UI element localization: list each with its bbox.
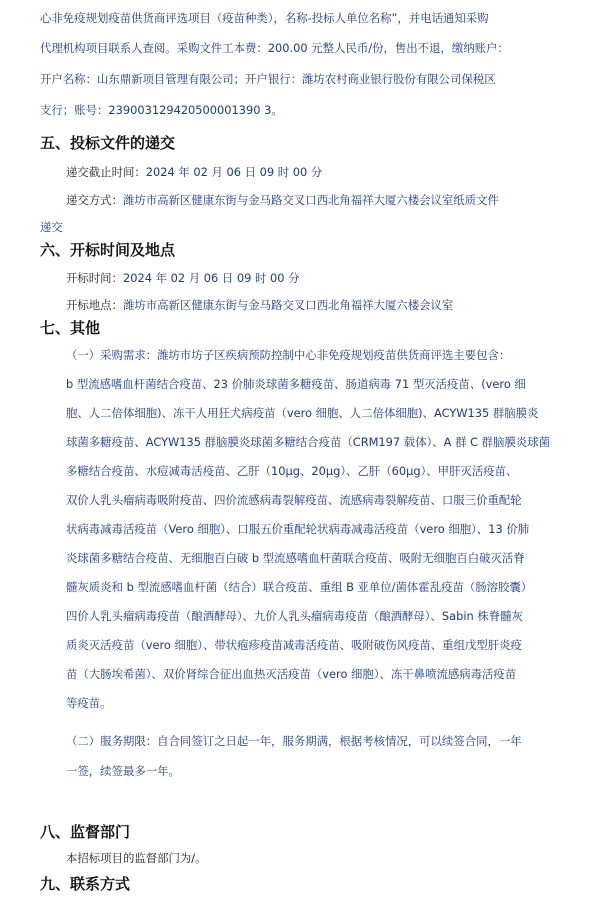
sec7-para1-line: （一）采购需求：潍坊市坊子区疾病预防控制中心非免疫规划疫苗供货商评选主要包含：	[66, 348, 511, 362]
sec5-method-cont: 递交	[40, 220, 63, 234]
sec7-para1-line: 髓灰质炎和 b 型流感嗜血杆菌（结合）联合疫苗、重组 B 亚单位/菌体霍乱疫苗（肠溶胶囊）	[66, 580, 533, 594]
sec7-para1-line: 多糖结合疫苗、水痘减毒活疫苗、乙肝（10μg、20μg）、乙肝（60μg）、甲肝灭活疫苗、	[66, 464, 518, 478]
sec5-method	[66, 192, 499, 208]
sec5-deadline	[66, 164, 322, 180]
sec6-time-label: 开标时间：	[66, 271, 123, 285]
sec7-para1-line: 四价人乳头瘤病毒疫苗（酿酒酵母）、九价人乳头瘤病毒疫苗（酿酒酵母）、Sabin 株脊髓灰	[66, 609, 523, 623]
sec7-para1-line: 球菌多糖疫苗、ACYW135 群脑膜炎球菌多糖结合疫苗（CRM197 载体）、A 群 C 群脑膜炎球菌	[66, 435, 551, 449]
sec4-line-3: 开户名称：山东鼎新项目管理有限公司；开户银行：潍坊农村商业银行股份有限公司保税区	[40, 72, 496, 86]
sec5-deadline-label: 递交截止时间：	[66, 165, 146, 179]
sec6-place-label: 开标地点：	[66, 298, 123, 312]
sec7-para1-line: 质炎灭活疫苗（vero 细胞）、带状疱疹疫苗减毒活疫苗、吸附破伤风疫苗、重组戊型肝炎疫	[66, 638, 522, 652]
sec4-line-2: 代理机构项目联系人查阅。采购文件工本费：200.00 元整人民币/份，售出不退，缴纳账户：	[40, 41, 509, 55]
sec7-title: 七、其他	[40, 319, 101, 337]
sec7-para2-text: 自合同签订之日起一年，服务期满，根据考核情况，可以续签合同，一年	[157, 734, 522, 748]
sec7-para1-line: 等疫苗。	[66, 696, 112, 710]
sec7-para2-line2: 一签，续签最多一年。	[66, 764, 180, 778]
sec7-para1-line: 苗（大肠埃希菌）、双价肾综合征出血热灭活疫苗（vero 细胞）、冻干鼻喷流感病毒活疫苗	[66, 667, 517, 681]
sec4-line-4: 支行；账号：239003129420500001390 3。	[40, 103, 283, 117]
sec4-line-1: 心非免疫规划疫苗供货商评选项目（疫苗种类），名称-投标人单位名称”，并电话通知采购	[40, 11, 489, 25]
sec7-para2	[66, 733, 522, 749]
sec6-place	[66, 297, 453, 313]
sec8-text: 本招标项目的监督部门为/。	[66, 851, 207, 865]
sec6-time	[66, 270, 299, 286]
sec7-para1-line: 状病毒减毒活疫苗（Vero 细胞）、口服五价重配轮状病毒减毒活疫苗（vero 细胞）、13 价肺	[66, 522, 530, 536]
sec6-time-value: 2024 年 02 月 06 日 09 时 00 分	[122, 271, 300, 285]
sec6-place-value: 潍坊市高新区健康东街与金马路交叉口西北角福祥大厦六楼会议室	[122, 298, 454, 312]
sec5-title: 五、投标文件的递交	[40, 134, 176, 152]
sec7-para2-label: （二）服务期限：	[66, 734, 158, 748]
sec5-deadline-value: 2024 年 02 月 06 日 09 时 00 分	[145, 165, 323, 179]
sec9-title: 九、联系方式	[40, 875, 131, 893]
sec8-title: 八、监督部门	[40, 823, 131, 841]
sec7-para1-line: b 型流感嗜血杆菌结合疫苗、23 价肺炎球菌多糖疫苗、肠道病毒 71 型灭活疫苗、(vero 细	[66, 377, 526, 391]
sec7-para1-line: 胞、人二倍体细胞)、冻干人用狂犬病疫苗（vero 细胞、人二倍体细胞)、ACYW135 群脑膜炎	[66, 406, 539, 420]
sec6-title: 六、开标时间及地点	[40, 241, 176, 259]
sec5-method-value: 潍坊市高新区健康东街与金马路交叉口西北角福祥大厦六楼会议室纸质文件	[122, 193, 499, 207]
sec5-method-label: 递交方式：	[66, 193, 123, 207]
sec7-para1-line: 双价人乳头瘤病毒吸附疫苗、四价流感病毒裂解疫苗、流感病毒裂解疫苗、口服三价重配轮	[66, 493, 522, 507]
sec7-para1-line: 炎球菌多糖结合疫苗、无细胞百白破 b 型流感嗜血杆菌联合疫苗、吸附无细胞百白破灭活脊	[66, 551, 525, 565]
